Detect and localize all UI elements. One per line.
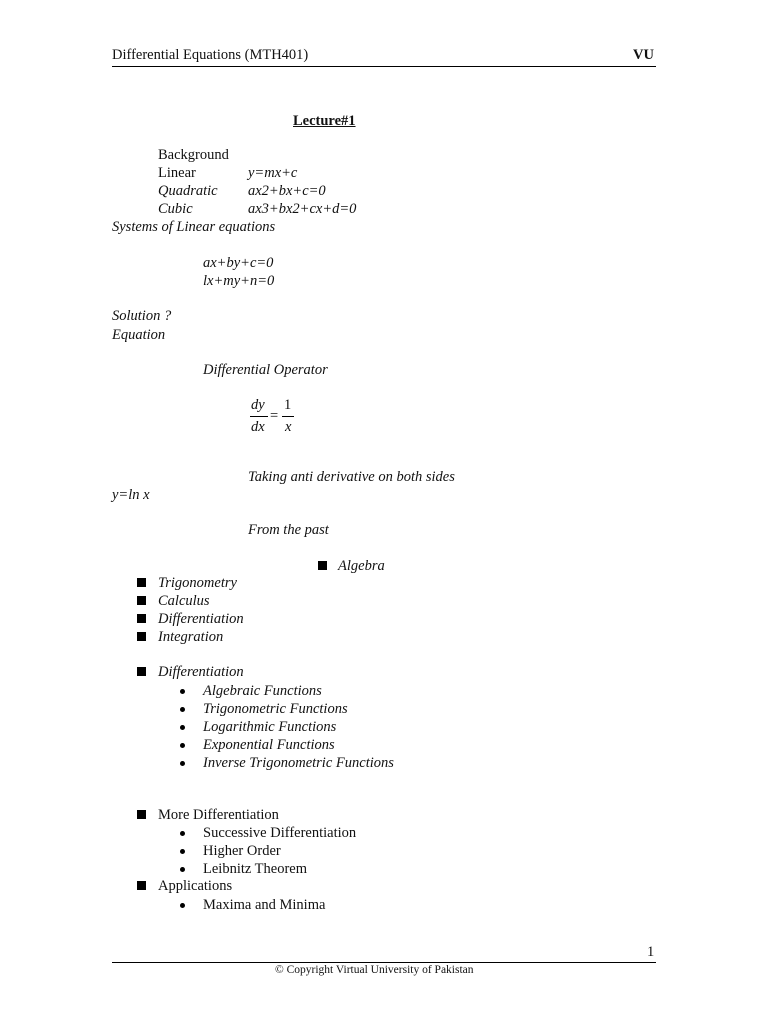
square-bullet-icon — [318, 561, 327, 570]
header-rule — [112, 66, 656, 67]
cubic-label: Cubic — [158, 201, 193, 217]
square-bullet-icon — [137, 810, 146, 819]
square-bullet-icon — [137, 596, 146, 605]
header-logo: VU — [633, 47, 654, 63]
footer-rule — [112, 962, 656, 963]
round-bullet-icon — [180, 867, 185, 872]
round-bullet-icon — [180, 689, 185, 694]
header-title: Differential Equations (MTH401) — [112, 47, 309, 63]
footer-copyright: © Copyright Virtual University of Pakistan — [275, 964, 474, 976]
page-number: 1 — [647, 944, 655, 960]
topic-item: Calculus — [158, 593, 210, 609]
quadratic-equation: ax2+bx+c=0 — [248, 183, 326, 199]
round-bullet-icon — [180, 743, 185, 748]
cubic-equation: ax3+bx2+cx+d=0 — [248, 201, 357, 217]
fraction-right-numerator: 1 — [284, 397, 292, 413]
fraction-right-bar — [282, 416, 294, 417]
result-equation: y=ln x — [112, 487, 150, 503]
quadratic-label: Quadratic — [158, 183, 218, 199]
square-bullet-icon — [137, 667, 146, 676]
topic-item: Differentiation — [158, 611, 244, 627]
differentiation-item: Exponential Functions — [203, 737, 335, 753]
linear-equation: y=mx+c — [248, 165, 298, 181]
square-bullet-icon — [137, 578, 146, 587]
applications-heading: Applications — [158, 878, 233, 894]
more-differentiation-item: Successive Differentiation — [203, 825, 357, 841]
round-bullet-icon — [180, 903, 185, 908]
solution-label: Solution ? — [112, 308, 172, 324]
linear-label: Linear — [158, 165, 196, 181]
from-past-text: From the past — [248, 522, 329, 538]
differentiation-heading: Differentiation — [158, 664, 244, 680]
round-bullet-icon — [180, 725, 185, 730]
topic-item: Integration — [158, 629, 224, 645]
more-differentiation-item: Leibnitz Theorem — [203, 861, 308, 877]
square-bullet-icon — [137, 881, 146, 890]
system-eq2: lx+my+n=0 — [203, 273, 275, 289]
fraction-left-denominator: dx — [251, 419, 265, 435]
differentiation-item: Logarithmic Functions — [203, 719, 337, 735]
more-differentiation-heading: More Differentiation — [158, 807, 279, 823]
background-heading: Background — [158, 147, 229, 163]
round-bullet-icon — [180, 761, 185, 766]
applications-item: Maxima and Minima — [203, 897, 326, 913]
round-bullet-icon — [180, 849, 185, 854]
algebra-item: Algebra — [338, 558, 385, 574]
round-bullet-icon — [180, 707, 185, 712]
fraction-left-numerator: dy — [251, 397, 265, 413]
differentiation-item: Trigonometric Functions — [203, 701, 348, 717]
systems-heading: Systems of Linear equations — [112, 219, 276, 235]
square-bullet-icon — [137, 632, 146, 641]
equation-label: Equation — [112, 327, 166, 343]
topic-item: Trigonometry — [158, 575, 237, 591]
round-bullet-icon — [180, 831, 185, 836]
lecture-title: Lecture#1 — [293, 113, 356, 129]
differentiation-item: Inverse Trigonometric Functions — [203, 755, 394, 771]
fraction-equals: = — [270, 408, 279, 424]
square-bullet-icon — [137, 614, 146, 623]
fraction-right-denominator: x — [285, 419, 292, 435]
anti-derivative-text: Taking anti derivative on both sides — [248, 469, 455, 485]
system-eq1: ax+by+c=0 — [203, 255, 274, 271]
differential-operator: Differential Operator — [203, 362, 328, 378]
more-differentiation-item: Higher Order — [203, 843, 281, 859]
differentiation-item: Algebraic Functions — [203, 683, 322, 699]
fraction-left-bar — [250, 416, 268, 417]
